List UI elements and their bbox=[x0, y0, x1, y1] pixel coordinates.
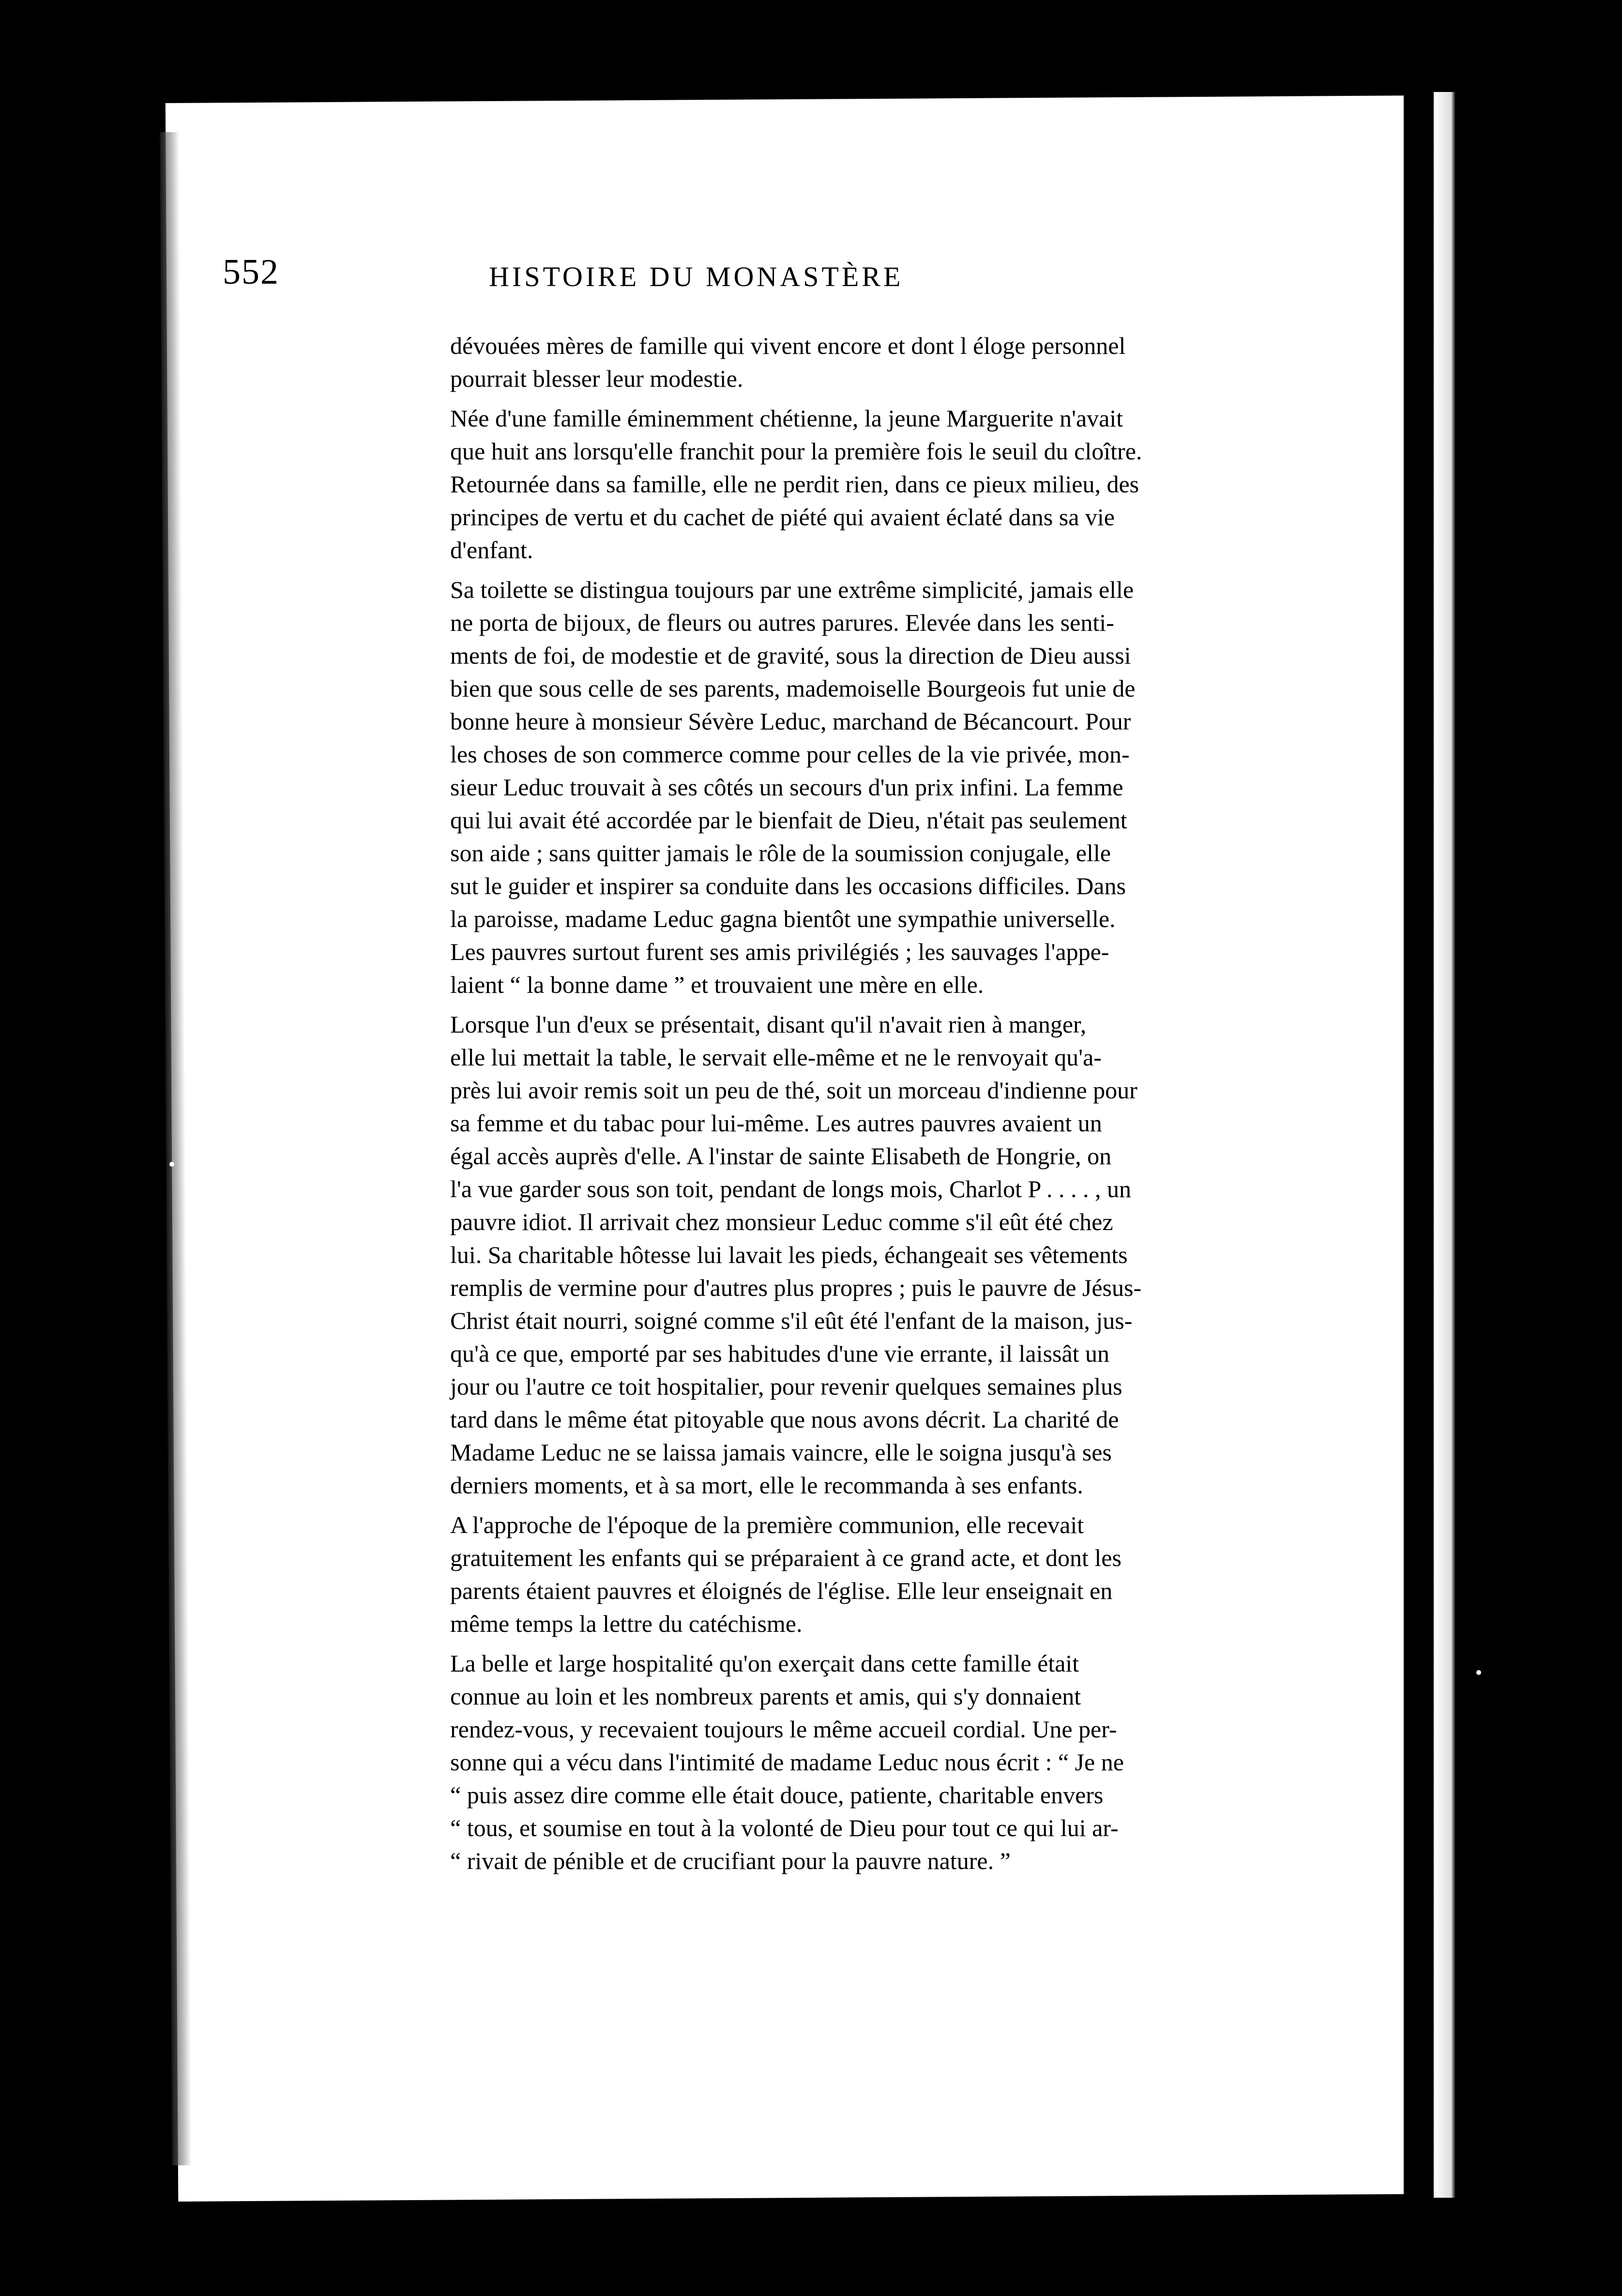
text-line: Retournée dans sa famille, elle ne perdit rien, dans ce pieux milieu, des bbox=[450, 471, 1139, 498]
scan-speck bbox=[208, 1694, 213, 1699]
text-line: qu'à ce que, emporté par ses habitudes d'une vie errante, il laissât un bbox=[450, 1340, 1109, 1367]
text-line: laient “ la bonne dame ” et trouvaient une mère en elle. bbox=[450, 971, 984, 998]
text-line: A l'approche de l'époque de la première communion, elle recevait bbox=[450, 1511, 1084, 1538]
text-line: derniers moments, et à sa mort, elle le recommanda à ses enfants. bbox=[450, 1472, 1083, 1499]
text-line: l'a vue garder sous son toit, pendant de longs mois, Charlot P . . . . , un bbox=[450, 1175, 1132, 1202]
text-line: connue au loin et les nombreux parents et amis, qui s'y donnaient bbox=[450, 1683, 1081, 1710]
scan-speck bbox=[271, 1636, 276, 1641]
scan-speck bbox=[232, 145, 237, 150]
text-line: Madame Leduc ne se laissa jamais vaincre, elle le soigna jusqu'à ses bbox=[450, 1439, 1112, 1466]
text-line: tard dans le même état pitoyable que nous avons décrit. La charité de bbox=[450, 1406, 1119, 1433]
text-line: Christ était nourri, soigné comme s'il eût été l'enfant de la maison, jus- bbox=[450, 1307, 1133, 1334]
text-line: parents étaient pauvres et éloignés de l'église. Elle leur enseignait en bbox=[450, 1577, 1113, 1604]
text-line: même temps la lettre du catéchisme. bbox=[450, 1610, 803, 1637]
text-line: que huit ans lorsqu'elle franchit pour la première fois le seuil du cloître. bbox=[450, 438, 1142, 465]
text-line: sonne qui a vécu dans l'intimité de madame Leduc nous écrit : “ Je ne bbox=[450, 1749, 1124, 1776]
text-line: la paroisse, madame Leduc gagna bientôt une sympathie universelle. bbox=[450, 905, 1116, 932]
text-line: sieur Leduc trouvait à ses côtés un secours d'un prix infini. La femme bbox=[450, 774, 1123, 801]
page-number: 552 bbox=[223, 252, 279, 292]
text-line: Née d'une famille éminemment chétienne, la jeune Marguerite n'avait bbox=[450, 405, 1123, 432]
text-line: “ rivait de pénible et de crucifiant pour la pauvre nature. ” bbox=[450, 1847, 1011, 1874]
text-line: “ tous, et soumise en tout à la volonté de Dieu pour tout ce qui lui ar- bbox=[450, 1814, 1119, 1841]
text-line: lui. Sa charitable hôtesse lui lavait les pieds, échangeait ses vêtements bbox=[450, 1241, 1128, 1268]
book-spine-shadow bbox=[1404, 92, 1434, 2198]
scan-speck bbox=[169, 1162, 174, 1167]
text-line: Les pauvres surtout furent ses amis privilégiés ; les sauvages l'appe- bbox=[450, 938, 1109, 965]
text-line: principes de vertu et du cachet de piété qui avaient éclaté dans sa vie bbox=[450, 503, 1115, 531]
text-line: rendez-vous, y recevaient toujours le même accueil cordial. Une per- bbox=[450, 1716, 1117, 1743]
scan-speck bbox=[1476, 1670, 1481, 1675]
text-line: ne porta de bijoux, de fleurs ou autres parures. Elevée dans les senti- bbox=[450, 609, 1114, 636]
text-line: La belle et large hospitalité qu'on exerçait dans cette famille était bbox=[450, 1650, 1079, 1677]
text-line: gratuitement les enfants qui se préparaient à ce grand acte, et dont les bbox=[450, 1544, 1122, 1571]
scan-speck bbox=[1307, 1936, 1312, 1941]
book-spine-edge bbox=[1434, 92, 1455, 2198]
text-line: remplis de vermine pour d'autres plus propres ; puis le pauvre de Jésus- bbox=[450, 1274, 1142, 1301]
scan-speck bbox=[339, 649, 344, 654]
running-head bbox=[223, 252, 1365, 310]
text-line: Lorsque l'un d'eux se présentait, disant qu'il n'avait rien à manger, bbox=[450, 1011, 1087, 1038]
text-line: près lui avoir remis soit un peu de thé, soit un morceau d'indienne pour bbox=[450, 1077, 1137, 1104]
text-line: ments de foi, de modestie et de gravité, sous la direction de Dieu aussi bbox=[450, 642, 1131, 669]
running-title: HISTOIRE DU MONASTÈRE bbox=[489, 261, 904, 292]
text-line: sut le guider et inspirer sa conduite dans les occasions difficiles. Dans bbox=[450, 872, 1126, 899]
text-line: son aide ; sans quitter jamais le rôle de la soumission conjugale, elle bbox=[450, 839, 1111, 867]
text-line: égal accès auprès d'elle. A l'instar de sainte Elisabeth de Hongrie, on bbox=[450, 1142, 1112, 1170]
text-line: bien que sous celle de ses parents, mademoiselle Bourgeois fut unie de bbox=[450, 675, 1136, 702]
text-line: pourrait blesser leur modestie. bbox=[450, 365, 743, 392]
body-text bbox=[450, 329, 1312, 1877]
scan-speck bbox=[252, 823, 257, 828]
text-line: pauvre idiot. Il arrivait chez monsieur Leduc comme s'il eût été chez bbox=[450, 1208, 1113, 1235]
text-line: dévouées mères de famille qui vivent encore et dont l éloge personnel bbox=[450, 332, 1126, 359]
text-line: bonne heure à monsieur Sévère Leduc, marchand de Bécancourt. Pour bbox=[450, 708, 1131, 735]
text-line: les choses de son commerce comme pour celles de la vie privée, mon- bbox=[450, 741, 1130, 768]
text-line: d'enfant. bbox=[450, 536, 533, 563]
scan-speck bbox=[223, 1830, 227, 1835]
text-line: jour ou l'autre ce toit hospitalier, pour revenir quelques semaines plus bbox=[450, 1373, 1122, 1400]
scan-speck bbox=[271, 397, 276, 402]
text-line: Sa toilette se distingua toujours par une extrême simplicité, jamais elle bbox=[450, 576, 1134, 603]
text-line: qui lui avait été accordée par le bienfait de Dieu, n'était pas seulement bbox=[450, 806, 1127, 834]
text-line: sa femme et du tabac pour lui-même. Les autres pauvres avaient un bbox=[450, 1110, 1102, 1137]
text-line: “ puis assez dire comme elle était douce, patiente, charitable envers bbox=[450, 1781, 1104, 1809]
text-line: elle lui mettait la table, le servait elle-même et ne le renvoyait qu'a- bbox=[450, 1044, 1102, 1071]
